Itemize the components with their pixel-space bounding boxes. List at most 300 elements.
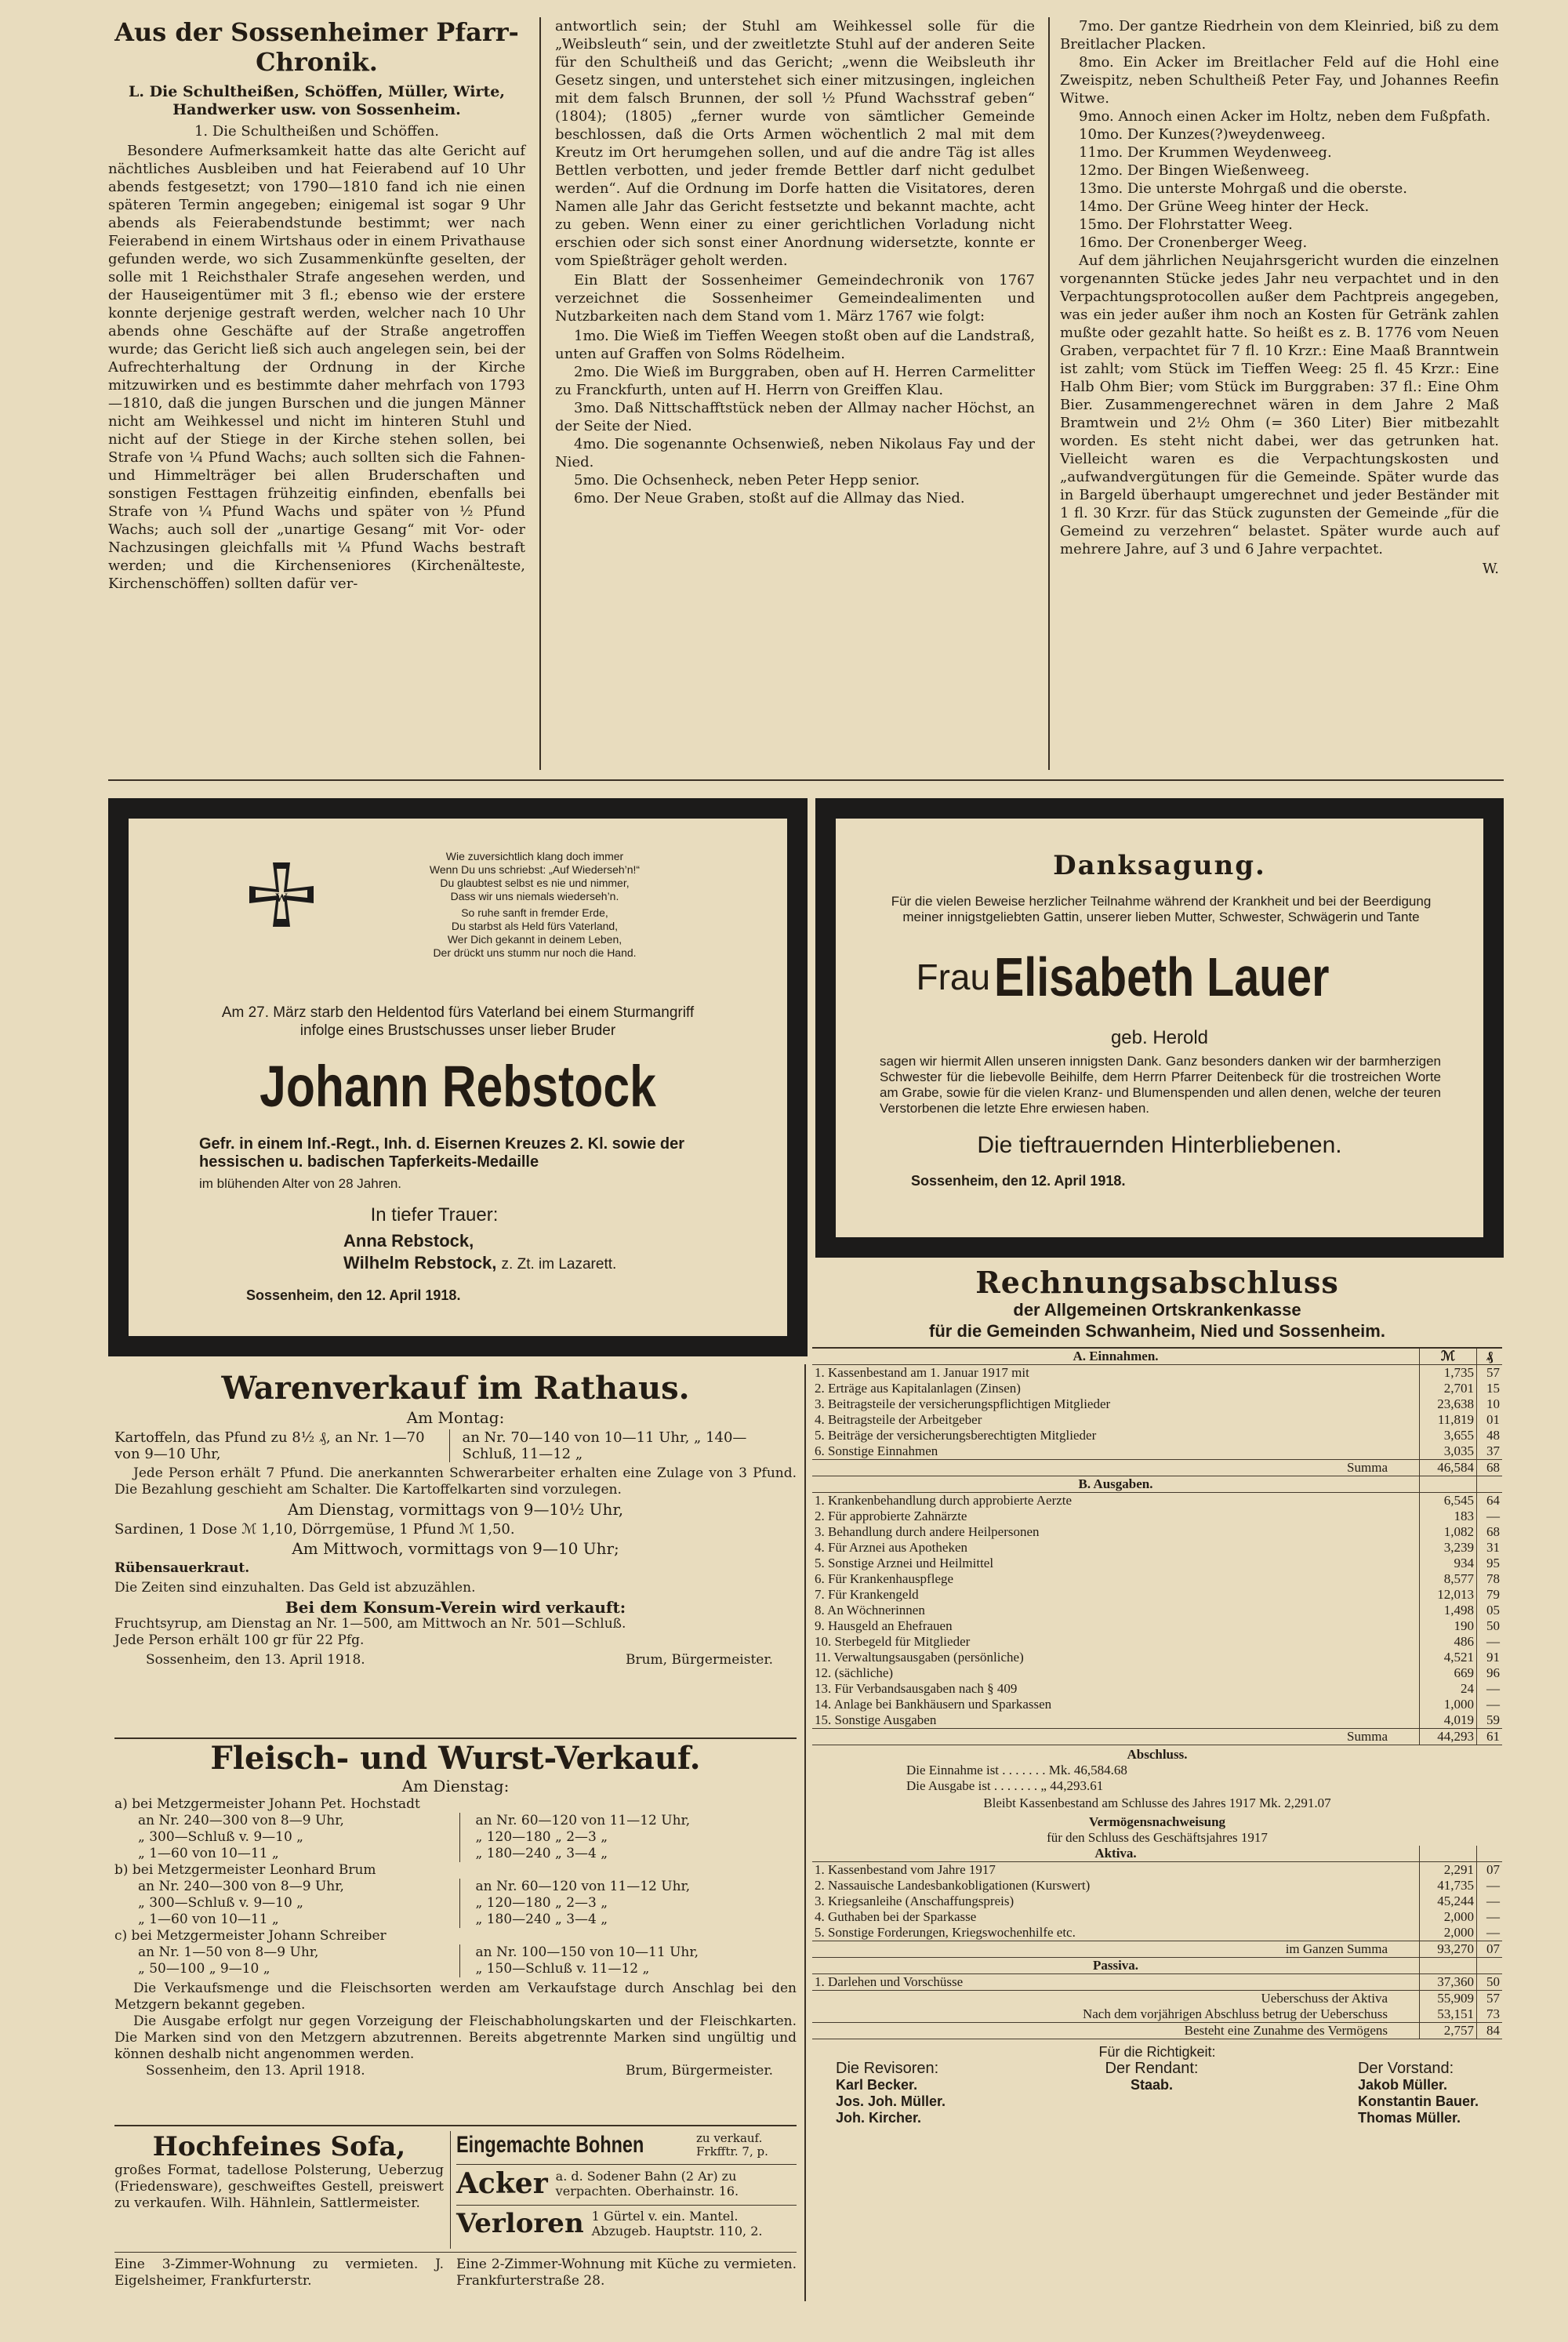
col-pf: ₰: [1477, 1348, 1503, 1365]
verloren-ad: [456, 2208, 797, 2239]
rendant-name: Staab.: [1130, 2077, 1174, 2093]
chronicle-text-1: Besondere Aufmerksamkeit hatte das alte Gericht auf nächtliches Ausbleiben und hat Feierabend auf 10 Uhr abends festgesetzt; von 1790—1810 fand ich nie einen späteren Termin angegeben; einigemal ist sogar 9 Uhr abends als Feierabendstunde bestimmt; wer nach Feierabend in einem Wirtshaus oder in einem Privathause gefunden werde, wo sich Zusammenkünfte geselten, der solle mit 1 Reichsthaler Strafe angesehen werden, und der Hauseigentümer mit 3 fl.; ebenso wie der erstere konnte derjenige gestraft werden, welcher nach 10 Uhr abends ohne Geschäfte auf der Straße angetroffen wurde; das Gericht ließ sich auch angelegen sein, bei der Aufrechterhaltung der Ordnung in der Kirche mitzuwirken und es bestimmte daher mehrfach von 1793—1810, daß die jungen Burschen und die jungen Männer nicht am Weihkessel und nicht im hinteren Stuhl und nicht auf der Stiege in der Kirche stehen sollen, bei Strafe von ¼ Pfund Wachs; auch sollten sich die Fahnen- und Himmelträger bei allen Bruderschaften und sonstigen Festtagen frühzeitig einfinden, ebenfalls bei Strafe von ¼ Pfund Wachs und später von ½ Pfund Wachs; auch soll der „unartige Gesang“ mit Vor- oder Nachzusingen gleichfalls mit ¼ Pfund Wachs bestraft werden; und die Kirchenseniores (Kirchenälteste, Kirchenschöffen) sollten dafür ver-: [108, 143, 525, 592]
mourner-2-note: z. Zt. im Lazarett.: [501, 1256, 617, 1273]
row-mark: 23,638: [1420, 1396, 1477, 1412]
poem-line: Du glaubtest selbst es nie und nimmer,: [440, 877, 630, 889]
revisor-name: Karl Becker.: [836, 2077, 918, 2093]
verloren-title: Verloren: [456, 2208, 584, 2239]
list-item: 1mo. Die Wieß im Tieffen Weegen stoßt oben auf die Landstraß, unten auf Graffen von Solms Rödelheim.: [555, 328, 1035, 362]
row-label: 2. Erträge aus Kapitalanlagen (Zinsen): [815, 1381, 1021, 1396]
table-row: [812, 1556, 1502, 1571]
poem-line: Wenn Du uns schriebst: „Auf Wiederseh’n!“: [429, 863, 641, 876]
row-pf: 10: [1477, 1396, 1503, 1412]
vermoegen-title: Vermögensnachweisung: [1088, 1814, 1226, 1829]
row-mark: 6,545: [1420, 1493, 1477, 1509]
richtigkeit: Für die Richtigkeit:: [1098, 2044, 1216, 2060]
row-mark: 190: [1420, 1618, 1477, 1634]
schedule-line: „ 1—60 von 10—11 „: [138, 1846, 279, 1861]
poem-line: Wer Dich gekannt in deinem Leben,: [447, 933, 622, 946]
rendant-title: Der Rendant:: [1105, 2060, 1199, 2077]
schedule-right: [460, 1813, 797, 1862]
list-item: 10mo. Der Kunzes(?)weydenweeg.: [1079, 126, 1326, 143]
row-label: 3. Beitragsteile der versicherungspflichtigen Mitglieder: [815, 1396, 1111, 1411]
sofa-title: Hochfeines Sofa,: [152, 2131, 406, 2162]
warenverkauf-title: Warenverkauf im Rathaus.: [221, 1370, 690, 1407]
table-row: [812, 1540, 1502, 1556]
row-label: 5. Beiträge der versicherungsberechtigten Mitglieder: [815, 1428, 1097, 1443]
list-item: 5mo. Die Ochsenheck, neben Peter Hepp senior.: [574, 472, 920, 488]
row-label: 14. Anlage bei Bankhäusern und Sparkassen: [815, 1697, 1052, 1712]
row-pf: 57: [1477, 1365, 1503, 1382]
obituary-mourning: In tiefer Trauer:: [370, 1204, 499, 1225]
warenverkauf-place-date: Sossenheim, den 13. April 1918.: [146, 1652, 365, 1668]
row-pf: 79: [1477, 1587, 1503, 1603]
author-signature: W.: [1482, 561, 1499, 577]
ad-divider-4: [456, 2164, 797, 2165]
acker-ad: [456, 2167, 797, 2200]
row-pf: 01: [1477, 1412, 1503, 1428]
table-row: [812, 2023, 1502, 2039]
abschluss-einnahme: Die Einnahme ist . . . . . . . Mk. 46,584.68: [906, 1763, 1127, 1777]
sum-pf: 68: [1477, 1460, 1503, 1476]
kassenbestand: Bleibt Kassenbestand am Schlusse des Jahres 1917 Mk. 2,291.07: [983, 1796, 1331, 1810]
revisor-name: Joh. Kircher.: [836, 2110, 922, 2126]
sum-label: Summa: [812, 1729, 1420, 1745]
row-mark: 12,013: [1420, 1587, 1477, 1603]
row-pf: 37: [1477, 1443, 1503, 1460]
warenverkauf-monday: Am Montag:: [406, 1408, 505, 1427]
ad-divider-5: [456, 2205, 797, 2206]
chronicle-section: 1. Die Schultheißen und Schöffen.: [194, 123, 440, 140]
row-label: 12. (sächliche): [815, 1665, 894, 1680]
fruchtsyrup-note: Jede Person erhält 100 gr für 22 Pfg.: [114, 1632, 365, 1648]
sofa-ad: [114, 2131, 444, 2212]
signatures-block: [812, 2044, 1502, 2126]
row-mark: 41,735: [1420, 1878, 1477, 1894]
row-label: 5. Sonstige Forderungen, Kriegswochenhilfe etc.: [815, 1925, 1076, 1940]
sum-mark: 44,293: [1420, 1729, 1477, 1745]
table-row: [812, 1974, 1502, 1991]
schedule-line: an Nr. 60—120 von 11—12 Uhr,: [475, 1813, 691, 1828]
vermoegen-table: [812, 1846, 1502, 2039]
schedule-line: „ 150—Schluß v. 11—12 „: [475, 1961, 650, 1977]
table-row: [812, 1603, 1502, 1618]
schedule-right: [460, 1944, 797, 1977]
table-row: [812, 1697, 1502, 1712]
fleisch-day: Am Dienstag:: [401, 1777, 510, 1796]
chronicle-text-3: Ein Blatt der Sossenheimer Gemeindechronik von 1767 verzeichnet die Sossenheimer Gemeindealimenten und Nutzbarkeiten nach dem Stand vom 1. März 1767 wie folgt:: [555, 272, 1035, 325]
abschluss-block: [812, 1747, 1502, 1846]
row-mark: 934: [1420, 1556, 1477, 1571]
table-row: [812, 1681, 1502, 1697]
warenverkauf-section: [114, 1371, 797, 1668]
row-label: 3. Behandlung durch andere Heilpersonen: [815, 1524, 1040, 1539]
schedule-line: „ 180—240 „ 3—4 „: [475, 1912, 608, 1927]
row-mark: 2,701: [1420, 1381, 1477, 1396]
row-pf: 50: [1477, 1974, 1503, 1991]
iron-cross-icon: [238, 855, 325, 949]
table-row: [812, 1894, 1502, 1909]
row-pf: 68: [1477, 1524, 1503, 1540]
schedule-left: [114, 1813, 460, 1862]
row-pf: 84: [1477, 2023, 1503, 2039]
schedule-line: an Nr. 60—120 von 11—12 Uhr,: [475, 1879, 691, 1894]
schedule-line: an Nr. 240—300 von 8—9 Uhr,: [138, 1879, 344, 1894]
row-pf: 64: [1477, 1493, 1503, 1509]
wohnung-2-ad: Eine 2-Zimmer-Wohnung mit Küche zu vermieten. Frankfurterstraße 28.: [456, 2257, 797, 2289]
row-pf: —: [1477, 1878, 1503, 1894]
chronicle-column-3: [1060, 17, 1499, 578]
sum-mark: 46,584: [1420, 1460, 1477, 1476]
revisoren: [836, 2061, 946, 2126]
row-label: 5. Sonstige Arznei und Heilmittel: [815, 1556, 994, 1570]
thanks-name: Elisabeth Lauer: [994, 946, 1330, 1008]
row-mark: 1,082: [1420, 1524, 1477, 1540]
table-row: [812, 1412, 1502, 1428]
list-item: 3mo. Daß Nittschafftstück neben der Allmay nacher Höchst, an der Seite der Nied.: [555, 400, 1035, 434]
table-row: [812, 1571, 1502, 1587]
rechnung-subtitle-2: für die Gemeinden Schwanheim, Nied und Sossenheim.: [929, 1321, 1385, 1341]
vertical-divider-lower: [804, 1364, 806, 2301]
poem-line: Du starbst als Held fürs Vaterland,: [451, 920, 619, 932]
list-item: 16mo. Der Cronenberger Weeg.: [1079, 234, 1308, 251]
table-row: [812, 1509, 1502, 1524]
list-item: 9mo. Annoch einen Acker im Holtz, neben dem Fußpfath.: [1079, 108, 1491, 125]
kartoffeln-right: an Nr. 70—140 von 10—11 Uhr, „ 140—Schluß, 11—12 „: [462, 1429, 747, 1462]
vermoegen-sub: für den Schluss des Geschäftsjahres 1917: [1047, 1830, 1268, 1845]
poem-line: So ruhe sanft in fremder Erde,: [461, 906, 608, 919]
einnahmen-table: [812, 1347, 1502, 1745]
fleisch-footer: [114, 2063, 797, 2079]
chronicle-column-1: [108, 17, 525, 594]
list-item: 7mo. Der gantze Riedrhein von dem Kleinried, biß zu dem Breitlacher Placken.: [1060, 18, 1499, 53]
schedule-line: „ 1—60 von 10—11 „: [138, 1912, 279, 1927]
list-item: 2mo. Die Wieß im Burggraben, oben auf H. Herren Carmelitter zu Franckfurth, unten auf H. Herrn von Greiffen Klau.: [555, 364, 1035, 398]
table-row: [812, 1587, 1502, 1603]
table-row: [812, 1941, 1502, 1958]
signatures-row: [812, 2061, 1502, 2126]
row-label: 2. Nassauische Landesbankobligationen (Kurswert): [815, 1878, 1091, 1893]
row-label: Nach dem vorjährigen Abschluss betrug der Ueberschuss: [1082, 2006, 1388, 2021]
bohnen-text: zu verkauf. Frkfftr. 7, p.: [696, 2131, 768, 2159]
sum-label: Summa: [812, 1460, 1420, 1476]
thanks-born: geb. Herold: [1110, 1027, 1209, 1048]
table-row: [812, 1476, 1502, 1493]
row-pf: 96: [1477, 1665, 1503, 1681]
row-pf: 15: [1477, 1381, 1503, 1396]
table-row: [812, 1348, 1502, 1365]
obituary-poem: [370, 850, 699, 960]
thanks-box: [815, 798, 1504, 1258]
sum-pf: 61: [1477, 1729, 1503, 1745]
bohnen-ad: [456, 2131, 797, 2159]
row-label: 1. Kassenbestand am 1. Januar 1917 mit: [815, 1365, 1029, 1380]
row-label: 1. Krankenbehandlung durch approbierte Aerzte: [815, 1493, 1073, 1508]
row-mark: 183: [1420, 1509, 1477, 1524]
table-row: [812, 1909, 1502, 1925]
row-mark: 37,360: [1420, 1974, 1477, 1991]
kartoffeln-note: Jede Person erhält 7 Pfund. Die anerkannten Schwerarbeiter erhalten eine Zulage von 3 Pfund. Die Bezahlung geschieht am Schalter. Die Kartoffelkarten sind vorzulegen.: [114, 1465, 797, 1498]
row-pf: 48: [1477, 1428, 1503, 1443]
row-pf: —: [1477, 1697, 1503, 1712]
row-pf: —: [1477, 1909, 1503, 1925]
butcher-schedule: [114, 1944, 797, 1977]
list-item: 4mo. Die sogenannte Ochsenwieß, neben Nikolaus Fay und der Nied.: [555, 436, 1035, 470]
row-mark: 11,819: [1420, 1412, 1477, 1428]
poem-line: Dass wir uns niemals wiederseh’n.: [450, 890, 619, 902]
table-row: [812, 1365, 1502, 1382]
table-row: [812, 1381, 1502, 1396]
mourner-2-name: Wilhelm Rebstock,: [343, 1253, 497, 1273]
chronicle-title: Aus der Sossenheimer Pfarr-Chronik.: [114, 17, 519, 77]
warenverkauf-signature: Brum, Bürgermeister.: [625, 1652, 773, 1668]
table-row: [812, 1729, 1502, 1745]
chronicle-subtitle: L. Die Schultheißen, Schöffen, Müller, Wirte, Handwerker usw. von Sossenheim.: [128, 83, 506, 118]
butcher-label: b) bei Metzgermeister Leonhard Brum: [114, 1862, 376, 1878]
row-mark: 1,498: [1420, 1603, 1477, 1618]
vorstand-name: Jakob Müller.: [1357, 2077, 1447, 2093]
table-row: [812, 2006, 1502, 2023]
row-pf: —: [1477, 1894, 1503, 1909]
verloren-text: 1 Gürtel v. ein. Mantel. Abzugeb. Hauptstr. 110, 2.: [591, 2209, 763, 2239]
col-mark: ℳ: [1420, 1348, 1477, 1365]
list-item: 12mo. Der Bingen Wießenweeg.: [1079, 162, 1310, 179]
bohnen-title: Eingemachte Bohnen: [456, 2132, 644, 2158]
passiva-title: Passiva.: [812, 1958, 1420, 1974]
vorstand-name: Thomas Müller.: [1357, 2110, 1461, 2126]
schedule-line: „ 120—180 „ 2—3 „: [475, 1829, 608, 1845]
warenverkauf-wednesday: Am Mittwoch, vormittags von 9—10 Uhr;: [292, 1539, 619, 1558]
chronicle-text-4: Auf dem jährlichen Neujahrsgericht wurden die einzelnen vorgenannten Stücke jedes Jahr neu verpachtet und in den Verpachtungsprotocollen außer dem Pachtpreis angegeben, was ein jeder außer ihm noch an Kosten für Getränk zahlen mußte oder gezahlt hatte. So heißt es z. B. 1776 vom Neuen Graben, verpachtet für 7 fl. 10 Krzr.: Eine Maaß Branntwein ist zahlt; vom Stück im Tieffen Weeg: 25 fl. 45 Krzr.: Eine Halb Ohm Bier; vom Stück im Burggraben: 37 fl.: Eine Ohm Bier. Zusammengerechnet wären in dem Jahre 2 Maß Bramtwein und 2½ Ohm (= 360 Liter) Bier mitbezahlt worden. Es steht nicht dabei, wer das getrunken hat. Vielleicht waren es die Verpachtungskosten und „aufwandvergütungen für die Gemeinde. Später wurde das in Bargeld überhaupt umgerechnet und jeder Beständer mit 1 fl. 30 Krzr. für das Stück zugunsten der Gemeinde „für die Gemeind zu verzehren“ belastet. Später wurde auch auf mehrere Jahre, auf 3 und 6 Jahre verpachtet.: [1060, 252, 1499, 557]
schedule-left: [114, 1879, 460, 1928]
row-mark: 24: [1420, 1681, 1477, 1697]
row-mark: 4,521: [1420, 1650, 1477, 1665]
revisor-name: Jos. Joh. Müller.: [836, 2093, 946, 2109]
ad-divider-6: [114, 2252, 797, 2253]
acker-text: a. d. Sodener Bahn (2 Ar) zu verpachten. Oberhainstr. 16.: [555, 2169, 739, 2199]
table-row: [812, 1428, 1502, 1443]
schedule-left: [114, 1944, 460, 1977]
table-row: [812, 1493, 1502, 1509]
fleisch-note-1: Die Verkaufsmenge und die Fleischsorten werden am Verkaufstage durch Anschlag bei den Metzgern bekannt gegeben.: [114, 1981, 797, 2013]
row-label: 10. Sterbegeld für Mitglieder: [815, 1634, 971, 1649]
thanks-place-date: Sossenheim, den 12. April 1918.: [911, 1173, 1126, 1189]
vorstand-name: Konstantin Bauer.: [1357, 2093, 1479, 2109]
schedule-line: „ 300—Schluß v. 9—10 „: [138, 1895, 303, 1911]
table-row: [812, 1524, 1502, 1540]
ad-divider-1: [114, 1737, 797, 1739]
row-pf: 57: [1477, 1991, 1503, 2007]
list-item: 11mo. Der Krummen Weydenweeg.: [1079, 144, 1332, 161]
konsum-verein: Bei dem Konsum-Verein wird verkauft:: [285, 1598, 626, 1617]
row-label: 9. Hausgeld an Ehefrauen: [815, 1618, 953, 1633]
sum-mark: 93,270: [1420, 1941, 1477, 1958]
schedule-line: an Nr. 1—50 von 8—9 Uhr,: [138, 1944, 319, 1960]
row-mark: 486: [1420, 1634, 1477, 1650]
row-pf: 59: [1477, 1712, 1503, 1729]
row-label: 4. Guthaben bei der Sparkasse: [815, 1909, 977, 1924]
schedule-line: an Nr. 240—300 von 8—9 Uhr,: [138, 1813, 344, 1828]
row-label: 1. Kassenbestand vom Jahre 1917: [815, 1862, 996, 1877]
row-pf: 31: [1477, 1540, 1503, 1556]
table-row: [812, 1618, 1502, 1634]
table-row: [812, 1634, 1502, 1650]
obituary-box: [108, 798, 808, 1356]
schedule-line: an Nr. 100—150 von 10—11 Uhr,: [475, 1944, 699, 1960]
row-label: 2. Für approbierte Zahnärzte: [815, 1509, 967, 1523]
butcher-label: c) bei Metzgermeister Johann Schreiber: [114, 1928, 387, 1944]
table-row: [812, 1862, 1502, 1879]
column-divider-1: [539, 17, 541, 770]
row-mark: 2,757: [1420, 2023, 1477, 2039]
ad-divider-2: [114, 2125, 797, 2126]
row-mark: 1,735: [1420, 1365, 1477, 1382]
row-pf: 50: [1477, 1618, 1503, 1634]
ad-divider-3: [450, 2131, 451, 2249]
row-mark: 1,000: [1420, 1697, 1477, 1712]
table-row: [812, 1665, 1502, 1681]
row-label: 15. Sonstige Ausgaben: [815, 1712, 937, 1727]
thanks-name-prefix: Frau: [916, 957, 991, 997]
obituary-details: Gefr. in einem Inf.-Regt., Inh. d. Eisernen Kreuzes 2. Kl. sowie der hessischen u. badischen Tapferkeits-Medaille: [199, 1135, 685, 1171]
row-pf: —: [1477, 1509, 1503, 1524]
row-mark: 8,577: [1420, 1571, 1477, 1587]
schedule-line: „ 50—100 „ 9—10 „: [138, 1961, 270, 1977]
table-row: [812, 1925, 1502, 1941]
schedule-line: „ 120—180 „ 2—3 „: [475, 1895, 608, 1911]
rechnung-title: Rechnungsabschluss: [975, 1265, 1339, 1300]
row-mark: 4,019: [1420, 1712, 1477, 1729]
row-pf: 05: [1477, 1603, 1503, 1618]
abschluss-title: Abschluss.: [1127, 1747, 1188, 1762]
times-note: Die Zeiten sind einzuhalten. Das Geld ist abzuzählen.: [114, 1580, 476, 1596]
kartoffeln-left: Kartoffeln, das Pfund zu 8½ ₰, an Nr. 1—70 von 9—10 Uhr,: [114, 1429, 450, 1462]
obituary-mourner-1: Anna Rebstock,: [343, 1231, 474, 1251]
vorstand-title: Der Vorstand:: [1357, 2060, 1454, 2077]
row-mark: 53,151: [1420, 2006, 1477, 2023]
aktiva-title: Aktiva.: [812, 1846, 1420, 1862]
schedule-line: „ 180—240 „ 3—4 „: [475, 1846, 608, 1861]
list-item: 8mo. Ein Acker im Breitlacher Feld auf die Hohl eine Zweispitz, neben Schultheiß Peter Fay, und Johannes Reefin Witwe.: [1060, 54, 1499, 107]
table-row: [812, 1650, 1502, 1665]
list-item: 6mo. Der Neue Graben, stoßt auf die Allmay das Nied.: [574, 490, 965, 507]
rendant: [1105, 2061, 1199, 2126]
row-pf: 91: [1477, 1650, 1503, 1665]
warenverkauf-footer: [114, 1652, 797, 1668]
obituary-intro: Am 27. März starb den Heldentod fürs Vaterland bei einem Sturmangriff infolge eines Brustschusses unser lieber Bruder: [221, 1004, 695, 1039]
revisoren-title: Die Revisoren:: [836, 2060, 939, 2077]
fleisch-title: Fleisch- und Wurst-Verkauf.: [210, 1740, 701, 1777]
row-mark: 669: [1420, 1665, 1477, 1681]
table-row: [812, 1958, 1502, 1974]
row-mark: 3,655: [1420, 1428, 1477, 1443]
column-divider-2: [1048, 17, 1050, 770]
sum-label: im Ganzen Summa: [812, 1941, 1420, 1958]
row-mark: 45,244: [1420, 1894, 1477, 1909]
fleisch-section: [114, 1741, 797, 2079]
ruebensauerkraut: Rübensauerkraut.: [114, 1560, 250, 1576]
row-label: 4. Beitragsteile der Arbeitgeber: [815, 1412, 982, 1427]
thanks-signoff: Die tieftrauernden Hinterbliebenen.: [977, 1132, 1342, 1158]
row-mark: 2,000: [1420, 1909, 1477, 1925]
thanks-name-line: [836, 946, 1483, 1008]
poem-line: Wie zuversichtlich klang doch immer: [445, 850, 624, 862]
kartoffeln-row: [114, 1429, 797, 1462]
warenverkauf-tuesday: Am Dienstag, vormittags von 9—10½ Uhr,: [287, 1500, 624, 1519]
sardinen-line: Sardinen, 1 Dose ℳ 1,10, Dörrgemüse, 1 Pfund ℳ 1,50.: [114, 1521, 515, 1538]
table-row: [812, 1460, 1502, 1476]
row-label: 7. Für Krankengeld: [815, 1587, 919, 1602]
svg-text:W: W: [275, 891, 288, 905]
rechnung-section: [812, 1265, 1502, 2126]
wohnung-3-ad: Eine 3-Zimmer-Wohnung zu vermieten. J. Eigelsheimer, Frankfurterstr.: [114, 2257, 444, 2289]
chronicle-column-2: [555, 17, 1035, 507]
row-pf: 07: [1477, 1862, 1503, 1879]
einnahmen-title: A. Einnahmen.: [812, 1348, 1420, 1365]
obituary-place-date: Sossenheim, den 12. April 1918.: [246, 1287, 461, 1303]
row-label: 4. Für Arznei aus Apotheken: [815, 1540, 967, 1555]
sum-pf: 07: [1477, 1941, 1503, 1958]
acker-title: Acker: [456, 2167, 548, 2200]
table-row: [812, 1712, 1502, 1729]
row-pf: 73: [1477, 2006, 1503, 2023]
table-row: [812, 1991, 1502, 2007]
table-row: [812, 1878, 1502, 1894]
row-label: 6. Für Krankenhauspflege: [815, 1571, 954, 1586]
row-pf: 95: [1477, 1556, 1503, 1571]
row-label: 8. An Wöchnerinnen: [815, 1603, 925, 1618]
list-item: 13mo. Die unterste Mohrgaß und die oberste.: [1079, 180, 1408, 197]
list-item: 15mo. Der Flohrstatter Weeg.: [1079, 216, 1293, 233]
fruchtsyrup: Fruchtsyrup, am Dienstag an Nr. 1—500, am Mittwoch an Nr. 501—Schluß.: [114, 1616, 626, 1632]
table-row: [812, 1396, 1502, 1412]
row-mark: 55,909: [1420, 1991, 1477, 2007]
schedule-right: [460, 1879, 797, 1928]
sofa-text: großes Format, tadellose Polsterung, Ueberzug (Friedensware), geschweiftes Gestell, preiswert zu verkaufen. Wilh. Hähnlein, Sattlermeister.: [114, 2162, 444, 2211]
obituary-age: im blühenden Alter von 28 Jahren.: [199, 1176, 402, 1191]
table-row: [812, 1846, 1502, 1862]
row-mark: 3,035: [1420, 1443, 1477, 1460]
row-pf: —: [1477, 1634, 1503, 1650]
row-label: Besteht eine Zunahme des Vermögens: [812, 2023, 1420, 2039]
rechnung-subtitle-1: der Allgemeinen Ortskrankenkasse: [1013, 1300, 1301, 1320]
horizontal-divider: [108, 779, 1504, 781]
butcher-schedule: [114, 1879, 797, 1928]
list-item: 14mo. Der Grüne Weeg hinter der Heck.: [1079, 198, 1370, 215]
fleisch-signature: Brum, Bürgermeister.: [625, 2063, 773, 2079]
chronicle-text-2: antwortlich sein; der Stuhl am Weihkessel solle für die „Weibsleuth“ sein, und der zweitletzte Stuhl auf der anderen Seite für den Schultheiß und das Gericht; „wenn die Weibsleuth ihr Gesetz singen, und unterstehet sich einer mitzusingen, ingleichen mit dem falsch Brunnen, der soll ½ Pfund Wachsstraf geben“ (1804); (1805) „ferner wurde von sämtlicher Gemeinde beschlossen, daß die Orts Armen wöchentlich 2 mal mit dem Kreutz im Ort herumgehen sollen, und auf die andre Täg ist alles Bettlen verbotten, und jeder fremde Bettler darf nicht gedulbet werden“. Auf die Ordnung im Dorfe hatten die Visitatores, deren Namen alle Jahr das Gericht festsetzte und bekannt machte, acht zu geben. Wenn einer zu einer gerichtlichen Vorladung nicht erschien oder sich sonst einer Anordnung widersetzte, konnte er vom Spießträger geholt werden.: [555, 18, 1035, 269]
row-pf: 78: [1477, 1571, 1503, 1587]
poem-line: Der drückt uns stumm nur noch die Hand.: [433, 946, 637, 959]
row-mark: 2,000: [1420, 1925, 1477, 1941]
butcher-schedule: [114, 1813, 797, 1862]
butcher-label: a) bei Metzgermeister Johann Pet. Hochstadt: [114, 1796, 420, 1812]
row-label: 1. Darlehen und Vorschüsse: [812, 1974, 1420, 1991]
schedule-line: „ 300—Schluß v. 9—10 „: [138, 1829, 303, 1845]
table-row: [812, 1443, 1502, 1460]
thanks-body: sagen wir hiermit Allen unseren innigsten Dank. Ganz besonders danken wir der barmherzigen Schwester für die liebevolle Beihilfe, dem Herrn Pfarrer Deitenbeck für die trostreichen Worte am Grabe, sowie für die vielen Kranz- und Blumenspenden und allen denen, welche der teuren Verstorbenen die letzte Ehre erwiesen haben.: [880, 1054, 1441, 1116]
row-pf: —: [1477, 1925, 1503, 1941]
row-label: 13. Für Verbandsausgaben nach § 409: [815, 1681, 1018, 1696]
thanks-intro: Für die vielen Beweise herzlicher Teilnahme während der Krankheit und bei der Beerdigung meiner innigstgeliebten Gattin, unserer lieben Mutter, Schwester, Schwägerin und Tante: [891, 894, 1432, 924]
row-mark: 2,291: [1420, 1862, 1477, 1879]
fleisch-place-date: Sossenheim, den 13. April 1918.: [146, 2063, 365, 2079]
abschluss-ausgabe: Die Ausgabe ist . . . . . . . „ 44,293.61: [906, 1778, 1104, 1793]
row-label: 3. Kriegsanleihe (Anschaffungspreis): [815, 1894, 1014, 1908]
thanks-title: Danksagung.: [1053, 850, 1266, 881]
vorstand: [1358, 2061, 1479, 2126]
row-label: 6. Sonstige Einnahmen: [815, 1443, 938, 1458]
